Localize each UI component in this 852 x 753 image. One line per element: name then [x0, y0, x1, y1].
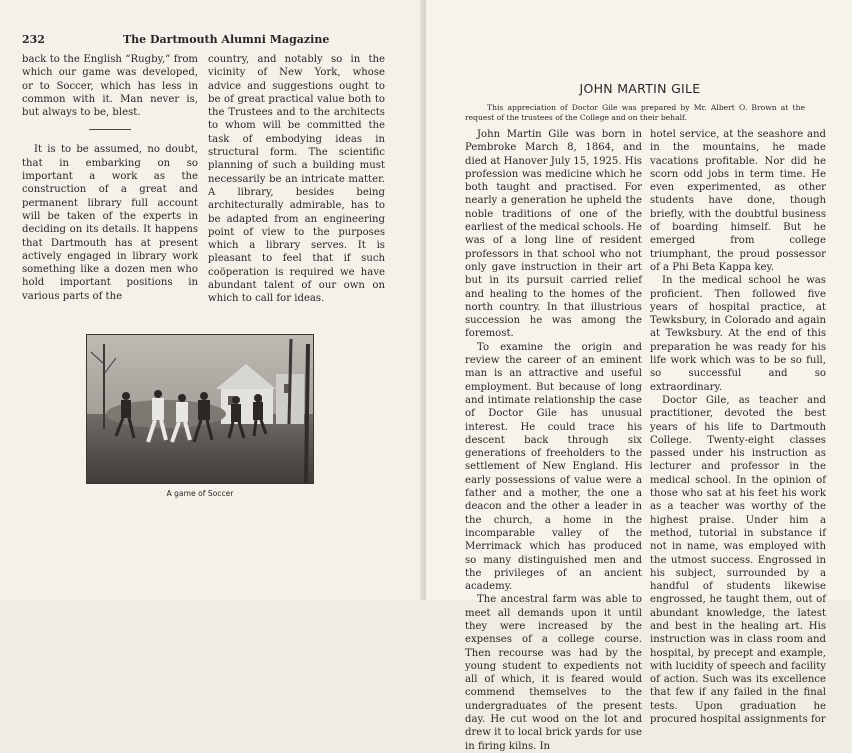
paragraph: hotel service, at the seashore and in the mountains, he made vacations profitable. Nor did he scorn odd jobs in term time. He even experimented, as other students have done, though briefly, with the doubtful business of boarding himself. But he emerged from college triumphant, the proud possessor of a Phi Beta Kappa key. [650, 129, 826, 273]
paragraph: The ancestral farm was able to meet all demands upon it until they were increased by the expenses of a college course. Then recourse was had by the young student to expedients not all of which, it is feared would commend themselves to the undergraduates of the present day. He cut wood on the lot and drew it to local brick yards for use in firing kilns. In [465, 594, 642, 752]
section-divider [89, 129, 131, 130]
page-number: 232 [22, 33, 45, 46]
article-title: JOHN MARTIN GILE [579, 81, 701, 96]
paragraph: country, and notably so in the vicinity of New York, whose advice and suggestions ought to be of great practical value both to the Trustees and to the architects to whom will be committed the task of embodying ideas in structural form. The scientific planning of such a building must necessarily be an intricate matter. A library, besides being architecturally admirable, has to be adapted from an engineering point of view to the purposes which a library serves. It is pleasant to feel that if such coöperation is required we have abundant talent of our own on which to call for ideas. [208, 54, 385, 305]
left-page [0, 0, 424, 600]
paragraph: back to the English “Rugby,” from which our game was developed, or to Soccer, which has less in common with it. Man never is, but always to be, blest. [22, 54, 198, 119]
soccer-photo-image [86, 334, 314, 484]
left-column-2 [208, 53, 385, 306]
photo-caption: A game of Soccer [166, 489, 234, 498]
left-column-1 [22, 53, 198, 303]
paragraph: It is to be assumed, no doubt, that in embarking on so important a work as the construction of a great and permanent library full account will be taken of the experts in deciding on its details. It happens that Dartmouth has at present actively engaged in library work something like a dozen men who hold important positions in various parts of the [22, 144, 198, 302]
paragraph: John Martin Gile was born in Pembroke March 8, 1864, and died at Hanover July 15, 1925. His profession was medicine which he both taught and practised. For nearly a generation he upheld the noble traditions of one of the earliest of the medical schools. He was of a long line of resident professors in that school who not only gave instruction in their art but in its pursuit carried relief and healing to the homes of the north country. In that illustrious succession he was among the foremost. [465, 129, 642, 340]
right-column-1 [465, 128, 642, 753]
soccer-game-photo [86, 334, 314, 484]
paragraph: In the medical school he was proficient. Then followed five years of hospital practice, at Tewksbury, in Colorado and again at Tewksbury. At the end of this preparation he was ready for his life work which was to be so full, so successful and so extraordinary. [650, 275, 826, 393]
right-column-2 [650, 128, 826, 726]
article-subtitle: This appreciation of Doctor Gile was prepared by Mr. Albert O. Brown at the request of the trustees of the College and on their behalf. [465, 103, 805, 122]
running-head: The Dartmouth Alumni Magazine [123, 33, 330, 46]
paragraph: To examine the origin and review the career of an eminent man is an attractive and useful employment. But because of long and intimate relationship the case of Doctor Gile has unusual interest. He could trace his descent back through six generations of freeholders to the settlement of New England. His early possessions of value were a father and a mother, the one a deacon and the other a leader in the church, a home in the incomparable valley of the Merrimack which has produced so many distinguished men and the privileges of an ancient academy. [465, 341, 642, 593]
paragraph: Doctor Gile, as teacher and practitioner, devoted the best years of his life to Dartmouth College. Twenty-eight classes passed under his instruction as lecturer and professor in the medical school. In the opinion of those who sat at his feet his work as a teacher was worthy of the highest praise. Under him a method, tutorial in substance if not in name, was employed with the utmost success. Engrossed in his subject, surrounded by a handful of students likewise engrossed, he taught them, out of abundant knowledge, the latest and best in the healing art. His instruction was in class room and hospital, by precept and example, with lucidity of speech and facility of action. Such was its excellence that few if any failed in the final tests. Upon graduation he procured hospital assignments for [650, 394, 826, 726]
